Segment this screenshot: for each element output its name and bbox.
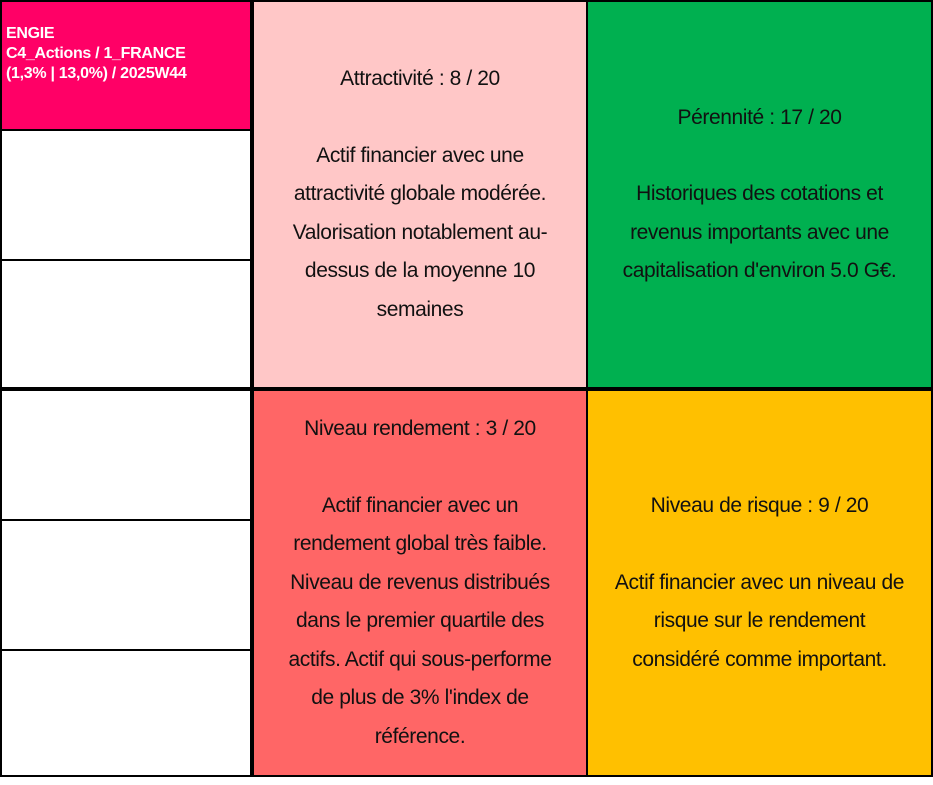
rendement-title: Niveau rendement : 3 / 20: [304, 417, 536, 440]
rendement-card: [252, 389, 588, 777]
attractivite-card: [252, 0, 588, 389]
attractivite-description: Actif financier avec une attractivité globale modérée. Valorisation notablement au- dessus de la moyenne 10 semaines: [292, 143, 548, 321]
empty-cell: [0, 649, 252, 777]
perennite-description: Historiques des cotations et revenus importants avec une capitalisation d'environ 5.0 G€.: [622, 182, 897, 282]
asset-category: C4_Actions / 1_FRANCE: [6, 45, 186, 62]
risque-title: Niveau de risque : 9 / 20: [650, 494, 869, 517]
empty-cell: [0, 519, 252, 651]
asset-name: ENGIE: [6, 25, 55, 42]
empty-cell: [0, 259, 252, 389]
attractivite-title: Attractivité : 8 / 20: [340, 67, 500, 90]
risque-description: Actif financier avec un niveau de risque sur le rendement considéré comme important.: [614, 570, 905, 671]
asset-period: (1,3% | 13,0%) / 2025W44: [6, 65, 187, 82]
empty-cell: [0, 129, 252, 261]
rendement-description: Actif financier avec un rendement global très faible. Niveau de revenus distribués dans le premier quartile des actifs. Actif qui sous-performe de plus de 3% l'index de référence.: [288, 493, 552, 748]
perennite-title: Pérennité : 17 / 20: [677, 105, 842, 129]
empty-cell: [0, 389, 252, 521]
risque-card: [586, 389, 933, 777]
asset-header: [0, 0, 252, 131]
perennite-card: [586, 0, 933, 389]
